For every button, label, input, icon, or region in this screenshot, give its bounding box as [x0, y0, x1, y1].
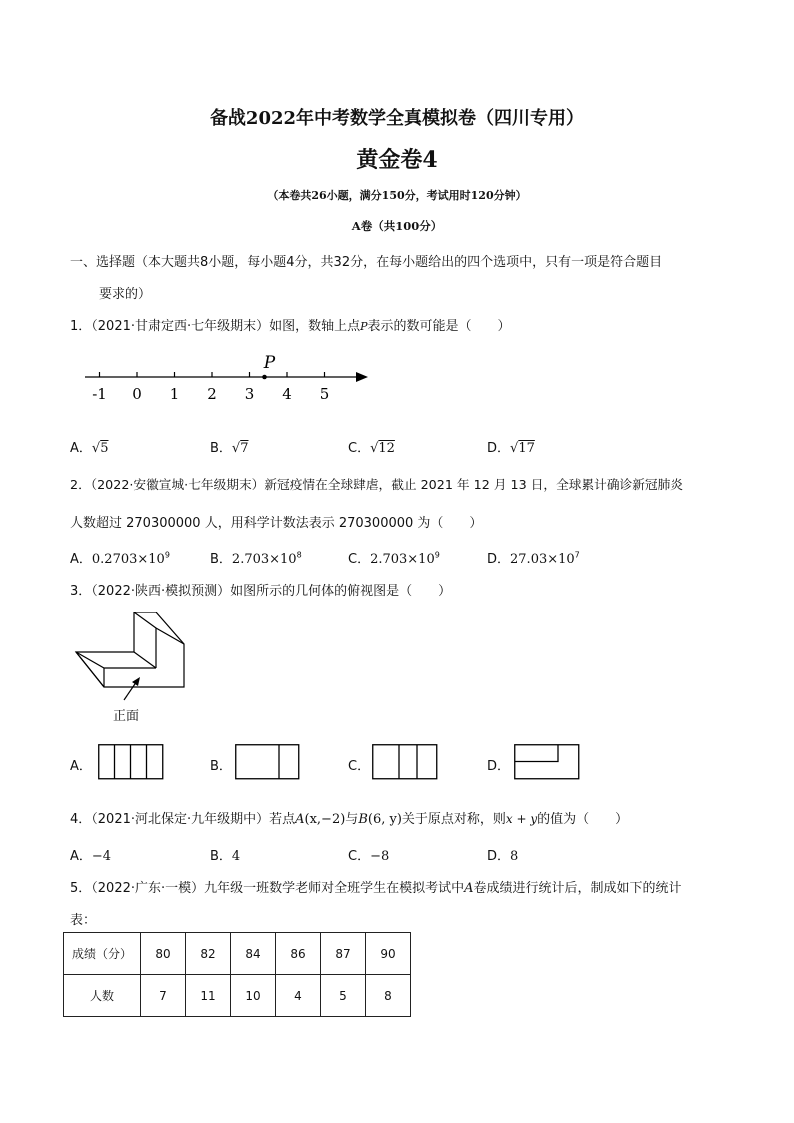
number-line-tick-label: 3: [244, 385, 255, 403]
number-line-tick-label: 2: [207, 385, 217, 403]
number-line-figure: [80, 348, 380, 408]
number-line-arrow: [356, 372, 368, 382]
table-row-scores: [64, 933, 411, 975]
q1-option-b[interactable]: B．√7: [210, 441, 249, 456]
number-line-tick-label: 1: [169, 385, 180, 403]
q4-option-b[interactable]: B．4: [210, 849, 241, 864]
table-cell-count: 7: [141, 975, 186, 1017]
q2-option-c[interactable]: C．$2.703\times 10^9$: [348, 550, 440, 567]
part-a-heading: A卷（共100分）: [351, 219, 443, 233]
q1-var: P: [360, 320, 368, 333]
table-cell-count: 8: [366, 975, 411, 1017]
question-2-line1: 2．（2022·安徽宣城·七年级期末）新冠疫情在全球肆虐，截止 2021 年 12 月 13 日，全球累计确诊新冠肺炎: [70, 477, 683, 492]
q1-option-c[interactable]: C．√12: [348, 441, 395, 456]
exam-info: （本卷共26小题，满分150分，考试用时120分钟）: [267, 189, 527, 202]
number-line-tick-label: 5: [319, 385, 330, 403]
number-line-tick-label: 0: [132, 385, 142, 403]
q3-option-b-label[interactable]: B．: [210, 759, 232, 774]
question-5-line2: 表：: [70, 913, 97, 928]
q3-option-d-figure[interactable]: [514, 744, 581, 781]
q1-text-pre: 1．（2021·甘肃定西·七年级期末）如图，数轴上点: [70, 319, 361, 334]
q2-option-d[interactable]: D．$27.03\times 10^7$: [487, 550, 580, 567]
number-line-tick-label: 4: [282, 385, 292, 403]
q4-option-c[interactable]: C．−8: [348, 849, 390, 864]
q2-option-a[interactable]: A．$0.2703\times 10^9$: [70, 550, 170, 567]
table-row-counts: [64, 975, 411, 1017]
q3-option-c-figure[interactable]: [372, 744, 439, 781]
table-cell-score: 84: [231, 933, 276, 975]
table-cell-score: 82: [186, 933, 231, 975]
q4-option-d[interactable]: D．8: [487, 849, 519, 864]
question-1: [70, 315, 511, 334]
table-cell-score: 87: [321, 933, 366, 975]
point-p-dot: [262, 375, 267, 380]
q3-option-a-figure[interactable]: [98, 744, 165, 781]
table-cell-score: 86: [276, 933, 321, 975]
question-4: 4．（2021·河北保定·九年级期中）若点A(x,−2)与B(6, y)关于原点对称，则x + y的值为（ ）: [70, 812, 629, 827]
section1-instruction-line1: 一、选择题（本大题共8小题，每小题4分，共32分，在每小题给出的四个选项中，只有一项是符合题目: [70, 255, 663, 270]
exam-subtitle: 黄金卷4: [356, 147, 438, 173]
point-p-label: P: [263, 353, 276, 373]
exam-title: 备战2022年中考数学全真模拟卷（四川专用）: [209, 108, 585, 129]
section1-instruction-line2: 要求的）: [99, 287, 152, 302]
q3-option-b-figure[interactable]: [235, 744, 301, 781]
solid-riser-edge: [156, 628, 184, 668]
question-2-line2: 人数超过 270300000 人，用科学计数法表示 270300000 为（ ）: [70, 516, 483, 531]
q3-option-c-label[interactable]: C．: [348, 759, 371, 774]
q3-option-d-label[interactable]: D．: [487, 759, 511, 774]
score-statistics-table: [63, 932, 411, 1017]
q2-option-b[interactable]: B．$2.703\times 10^8$: [210, 550, 302, 567]
q4-option-a[interactable]: A．−4: [70, 849, 112, 864]
table-cell-score: 80: [141, 933, 186, 975]
question-5-line1: 5．（2022·广东·一模）九年级一班数学老师对全班学生在模拟考试中A卷成绩进行统计后，制成如下的统计: [70, 881, 682, 896]
table-cell-score: 90: [366, 933, 411, 975]
front-arrow: [118, 674, 148, 704]
table-cell-count: 11: [186, 975, 231, 1017]
question-3: 3．（2022·陕西·模拟预测）如图所示的几何体的俯视图是（ ）: [70, 584, 452, 599]
q1-option-a[interactable]: A．√5: [70, 441, 109, 456]
table-cell-count: 4: [276, 975, 321, 1017]
q3-option-a-label[interactable]: A．: [70, 759, 92, 774]
table-header-score: 成绩（分）: [64, 933, 141, 975]
number-line-tick-label: -1: [92, 385, 107, 403]
front-label: 正面: [113, 709, 140, 724]
table-cell-count: 10: [231, 975, 276, 1017]
q1-text-post: 表示的数可能是（ ）: [367, 319, 511, 334]
table-header-count: 人数: [64, 975, 141, 1017]
q1-option-d[interactable]: D．√17: [487, 441, 535, 456]
table-cell-count: 5: [321, 975, 366, 1017]
